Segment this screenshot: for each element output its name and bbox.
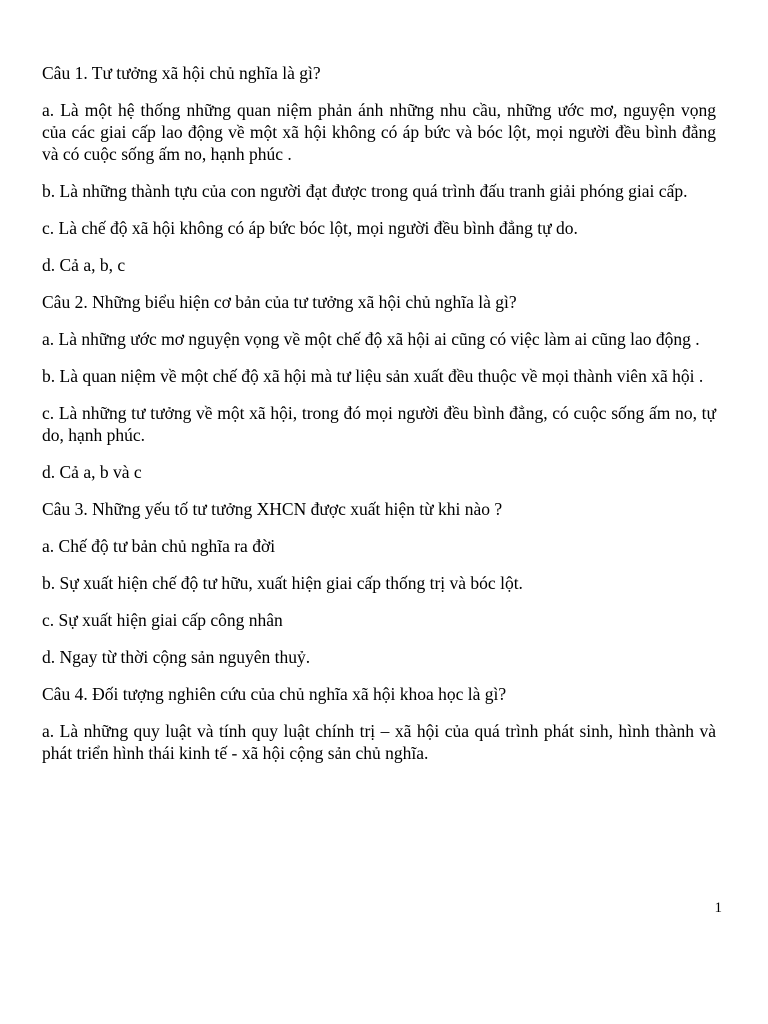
document-content	[42, 62, 716, 779]
question-1-option-a: a. Là một hệ thống những quan niệm phản ánh những nhu cầu, những ước mơ, nguyện vọng của các giai cấp lao động về một xã hội không có áp bức và bóc lột, mọi người đều bình đẳng và có cuộc sống ấm no, hạnh phúc .	[42, 100, 716, 164]
question-2-option-c: c. Là những tư tưởng về một xã hội, trong đó mọi người đều bình đẳng, có cuộc sống ấm no, tự do, hạnh phúc.	[42, 403, 716, 445]
question-2-option-b: b. Là quan niệm về một chế độ xã hội mà tư liệu sản xuất đều thuộc về mọi thành viên xã hội .	[42, 366, 704, 386]
question-1: Câu 1. Tư tưởng xã hội chủ nghĩa là gì?	[42, 63, 321, 83]
question-4-option-a: a. Là những quy luật và tính quy luật chính trị – xã hội của quá trình phát sinh, hình thành và phát triển hình thái kinh tế - xã hội cộng sản chủ nghĩa.	[42, 721, 716, 763]
question-3: Câu 3. Những yếu tố tư tưởng XHCN được xuất hiện từ khi nào ?	[42, 499, 503, 519]
question-1-option-b: b. Là những thành tựu của con người đạt được trong quá trình đấu tranh giải phóng giai cấp.	[42, 181, 688, 201]
question-2: Câu 2. Những biểu hiện cơ bản của tư tưởng xã hội chủ nghĩa là gì?	[42, 292, 517, 312]
question-3-option-c: c. Sự xuất hiện giai cấp công nhân	[42, 610, 283, 630]
page-number: 1	[714, 900, 722, 916]
question-2-option-a: a. Là những ước mơ nguyện vọng về một chế độ xã hội ai cũng có việc làm ai cũng lao động .	[42, 329, 700, 349]
question-2-option-d: d. Cả a, b và c	[42, 462, 142, 482]
question-3-option-b: b. Sự xuất hiện chế độ tư hữu, xuất hiện giai cấp thống trị và bóc lột.	[42, 573, 523, 593]
question-1-option-d: d. Cả a, b, c	[42, 255, 126, 275]
question-4: Câu 4. Đối tượng nghiên cứu của chủ nghĩa xã hội khoa học là gì?	[42, 684, 507, 704]
question-3-option-d: d. Ngay từ thời cộng sản nguyên thuỷ.	[42, 647, 311, 667]
question-1-option-c: c. Là chế độ xã hội không có áp bức bóc lột, mọi người đều bình đẳng tự do.	[42, 218, 578, 238]
question-3-option-a: a. Chế độ tư bản chủ nghĩa ra đời	[42, 536, 276, 556]
